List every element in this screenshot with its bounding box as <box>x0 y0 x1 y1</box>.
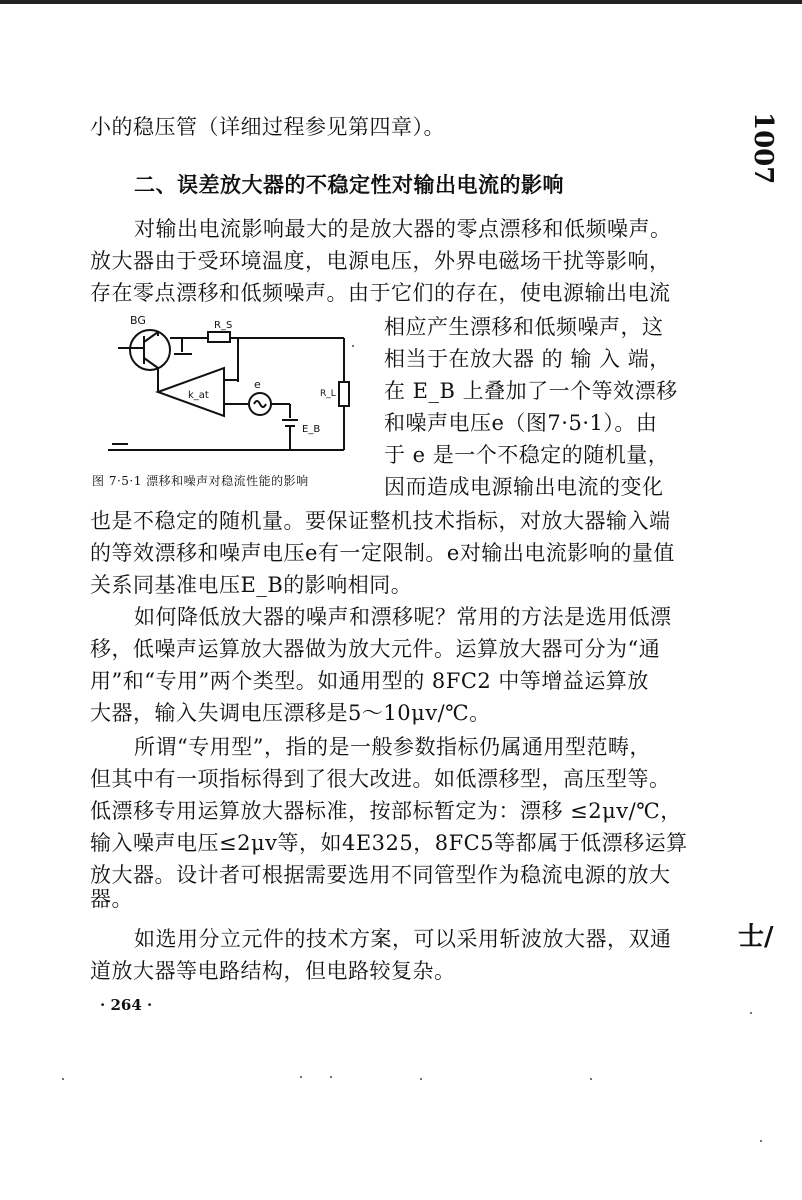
text-line: 放大器由于受环境温度，电源电压，外界电磁场干扰等影响， <box>90 249 671 273</box>
text-line: 小的稳压管（详细过程参见第四章）。 <box>90 115 445 139</box>
text-line: 相应产生漂移和低频噪声，这 <box>384 315 664 339</box>
text-line: 输入噪声电压≤2μv等，如4E325，8FC5等都属于低漂移运算 <box>90 831 688 855</box>
text-line: 用”和“专用”两个类型。如通用型的 8FC2 中等增益运算放 <box>90 669 649 693</box>
figure-caption: 图 7·5·1 漂移和噪声对稳流性能的影响 <box>92 474 309 488</box>
text-line: 低漂移专用运算放大器标准，按部标暂定为：漂移 ≤2μv/℃， <box>90 799 682 823</box>
label-bg: BG <box>130 314 146 327</box>
text-line: 关系同基准电压E_B的影响相同。 <box>90 573 413 597</box>
top-border <box>0 0 802 4</box>
text-line: 的等效漂移和噪声电压e有一定限制。e对输出电流影响的量值 <box>90 541 675 565</box>
text-line: 器。 <box>90 887 133 911</box>
resistor-rl <box>339 382 349 406</box>
label-e: e <box>254 378 261 391</box>
text-line: 存在零点漂移和低频噪声。由于它们的存在，使电源输出电流 <box>90 281 671 305</box>
text-line: 大器，输入失调电压漂移是5～10μv/℃。 <box>90 701 491 725</box>
margin-annotation-bottom: 士/ <box>738 922 774 952</box>
label-eb: E_B <box>302 424 321 435</box>
text-line: 在 E_B 上叠加了一个等效漂移 <box>384 379 678 403</box>
margin-annotation-top: 1007 <box>748 112 778 185</box>
text-line: 如何降低放大器的噪声和漂移呢？常用的方法是选用低漂 <box>134 605 672 629</box>
text-line: 如选用分立元件的技术方案，可以采用斩波放大器，双通 <box>134 927 672 951</box>
resistor-rs <box>208 332 230 342</box>
text-line: 但其中有一项指标得到了很大改进。如低漂移型，高压型等。 <box>90 767 671 791</box>
text-line: 于 e 是一个不稳定的随机量， <box>384 443 670 467</box>
text-line: 道放大器等电路结构，但电路较复杂。 <box>90 959 456 983</box>
text-line: 也是不稳定的随机量。要保证整机技术指标，对放大器输入端 <box>90 509 671 533</box>
text-line: 移，低噪声运算放大器做为放大元件。运算放大器可分为“通 <box>90 637 661 661</box>
text-line: 对输出电流影响最大的是放大器的零点漂移和低频噪声。 <box>134 217 672 241</box>
section-heading: 二、误差放大器的不稳定性对输出电流的影响 <box>134 172 564 197</box>
label-rs: R_S <box>214 320 233 331</box>
transistor-symbol <box>130 330 170 370</box>
label-rl: R_L <box>320 389 336 399</box>
text-line: 放大器。设计者可根据需要选用不同管型作为稳流电源的放大 <box>90 863 671 887</box>
text-line: 所谓“专用型”，指的是一般参数指标仍属通用型范畴， <box>134 735 651 759</box>
circuit-diagram <box>108 308 378 468</box>
text-line: 因而造成电源输出电流的变化 <box>384 475 664 499</box>
page-number: · 264 · <box>100 996 153 1014</box>
text-line: 相当于在放大器 的 输 入 端， <box>384 347 671 371</box>
text-line: 和噪声电压e（图7·5·1）。由 <box>384 411 658 435</box>
label-kat: k_at <box>188 390 209 401</box>
